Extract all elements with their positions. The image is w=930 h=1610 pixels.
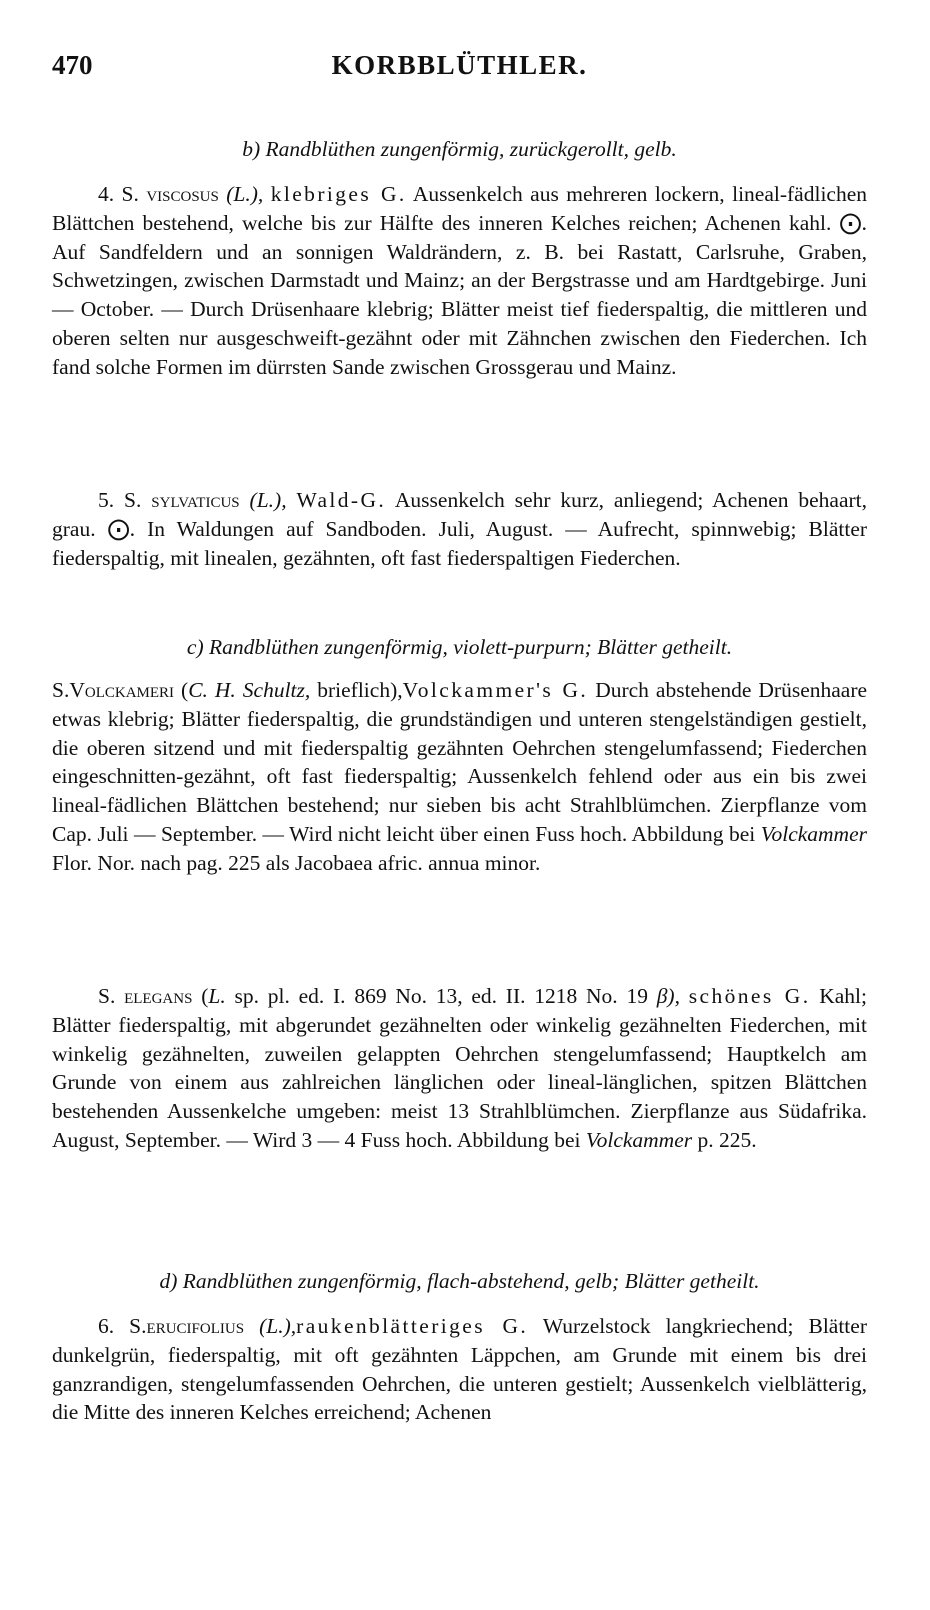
page-number: 470 (52, 50, 93, 80)
entry-number: 5. S. (98, 488, 142, 512)
species-name: viscosus (146, 182, 219, 206)
entry-number: 6. S. (98, 1314, 147, 1338)
description-continued: Auf Sandfeldern und an sonnigen Waldrändern, z. B. bei Rastatt, Carlsruhe, Graben, Schwetzingen, zwischen Darmstadt und Mainz; an der Bergstrasse und am Hardtgebirge. Juni — October. — Durch Drüsenhaare klebrig; Blätter meist tief fiederspaltig, die mittleren und oberen selten nur ausgeschweift-gezähnt oder mit Zähnchen zwischen den Fiederchen. Ich fand solche Formen im dürrsten Sande zwischen Grossgerau und Mainz. (52, 239, 867, 379)
species-name: erucifolius (146, 1314, 245, 1338)
annual-symbol-icon: ⨀. (839, 209, 868, 235)
entry-number: S. (52, 678, 70, 702)
species-name: sylvaticus (151, 488, 240, 512)
author: L. (208, 984, 226, 1008)
description-continued: Flor. Nor. nach pag. 225 als Jacobaea afric. annua minor. (52, 850, 541, 875)
common-name: schönes G. (688, 984, 811, 1008)
entry-senecio-viscosus (52, 180, 867, 382)
section-heading-c: c) Randblüthen zungenförmig, violett-purpurn; Blätter getheilt. (186, 635, 733, 659)
entry-senecio-volckameri (52, 676, 867, 878)
running-title: KORBBLÜTHLER. (331, 50, 588, 80)
variety-beta: β), (656, 984, 680, 1008)
entry-senecio-elegans (52, 982, 867, 1155)
section-heading-d: d) Randblüthen zungenförmig, flach-abstehend, gelb; Blätter getheilt. (159, 1269, 760, 1293)
description: Kahl; Blätter fiederspaltig, mit abgerundet gezähnelten oder winkelig gezähnelten Fiederchen, mit winkelig gezähnelten, zuweilen gelappten Oehrchen stengelumfassend; Hauptkelch am Grunde von einem aus zahlreichen länglichen oder lineal-länglichen, spitzen Blättchen bestehenden Aussenkelche umgeben: meist 13 Strahlblümchen. Zierpflanze aus Südafrika. August, September. — Wird 3 — 4 Fuss hoch. Abbildung bei (52, 984, 868, 1152)
author: C. H. Schultz, (188, 678, 311, 702)
entry-senecio-sylvaticus (52, 486, 867, 572)
reference-author: Volckammer (760, 821, 867, 846)
entry-number: S. (98, 984, 116, 1008)
description: Aussenkelch sehr kurz, anliegend; Achenen behaart, grau. (52, 488, 868, 541)
description-continued: In Waldungen auf Sandboden. Juli, August. — Aufrecht, spinnwebig; Blätter fiederspaltig, mit linealen, gezähnten, oft fast fiederspaltigen Fiederchen. (52, 516, 868, 570)
common-name: raukenblätteriges G. (296, 1314, 529, 1338)
author: (L.), (259, 1314, 297, 1338)
reference-author: Volckammer (585, 1127, 693, 1152)
author-note: sp. pl. ed. I. 869 No. 13, ed. II. 1218 No. 19 (234, 984, 648, 1008)
description: Wurzelstock langkriechend; Blätter dunkelgrün, fiederspaltig, mit oft gezähnten Läppchen, am Grunde mit einem bis drei ganzrandigen, stengelumfassenden Oehrchen, die unteren gestielt; Aussenkelch vielblätterig, die Mitte des inneren Kelches erreichend; Achenen (52, 1314, 867, 1425)
author-note: brieflich), (317, 678, 403, 702)
entry-number: 4. S. (98, 182, 139, 206)
author: (L.), (249, 488, 287, 512)
section-heading-b: b) Randblüthen zungenförmig, zurückgerollt, gelb. (242, 137, 677, 161)
page-header (52, 50, 867, 90)
author: (L.), (226, 182, 264, 206)
species-name: elegans (124, 984, 193, 1008)
author-open: ( (181, 678, 189, 702)
description: Durch abstehende Drüsenhaare etwas klebrig; Blätter fiederspaltig, die grundständigen und unteren stengelständigen gestielt, die oberen sitzend und mit fiederspaltig gezähnten Oehrchen stengelumfassend; Fiederchen eingeschnitten-gezähnt, oft fast fiederspaltig; Aussenkelch fehlend oder aus ein bis zwei lineal-fädlichen Blättchen bestehend; nur sieben bis acht Strahlblümchen. Zierpflanze vom Cap. Juli — September. — Wird nicht leicht über einen Fuss hoch. Abbildung bei (52, 678, 868, 846)
description: Aussenkelch aus mehreren lockern, lineal-fädlichen Blättchen bestehend, welche bis zur Hälfte des inneren Kelches reichen; Achenen kahl. (52, 182, 868, 235)
species-name: Volckameri (69, 678, 175, 702)
description-continued: p. 225. (697, 1127, 757, 1152)
author-open: ( (201, 984, 209, 1008)
common-name: klebriges G. (270, 182, 407, 206)
entry-senecio-erucifolius (52, 1312, 867, 1427)
common-name: Volckammer's G. (402, 678, 589, 702)
common-name: Wald-G. (296, 488, 387, 512)
annual-symbol-icon: ⨀. (107, 515, 136, 541)
